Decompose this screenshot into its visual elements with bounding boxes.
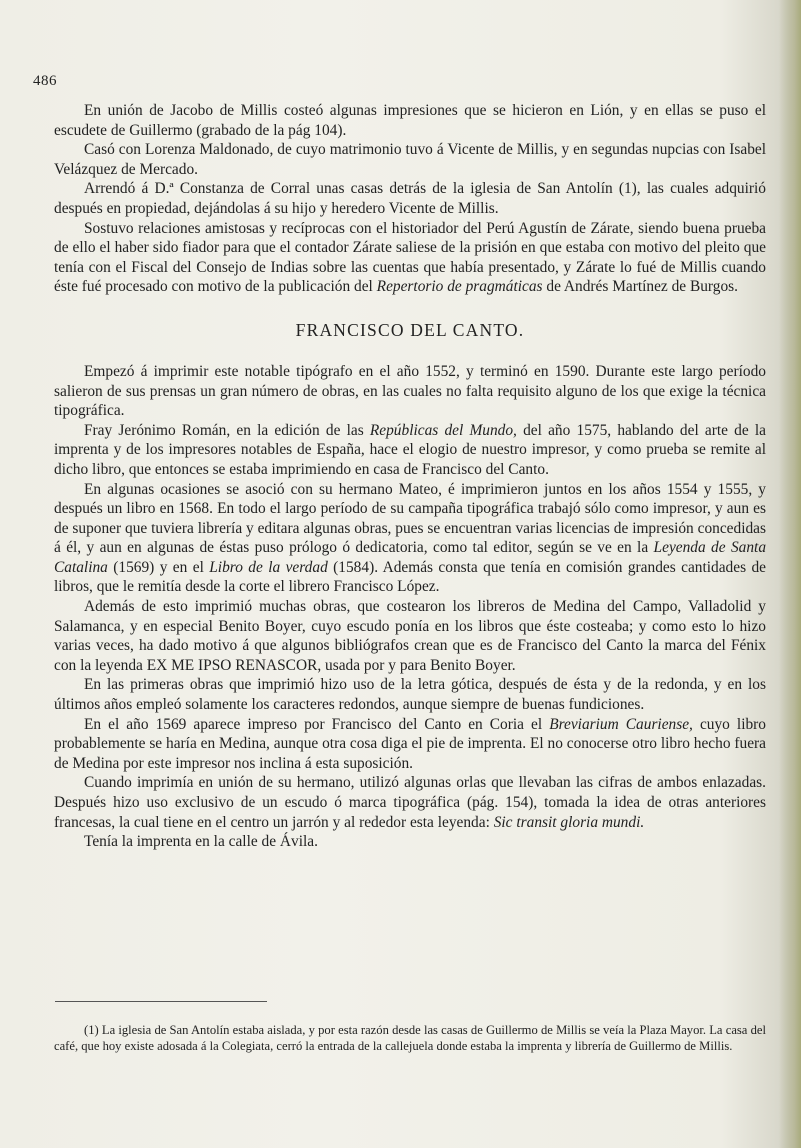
text-run: Cuando imprimía en unión de su hermano, utilizó algunas orlas que llevaban las cifras de ambos enlazadas. Después hizo uso exclusivo de un escudo ó marca tipográfica (pág. 154), tomada la idea de otras anteriores francesas, la cual tiene en el centro un jarrón y al rededor esta leyenda: <box>54 774 766 831</box>
paragraph: Tenía la imprenta en la calle de Ávila. <box>84 833 318 851</box>
page-edge-shadow <box>779 0 801 1148</box>
book-title: Libro de la verdad <box>209 558 328 576</box>
text-run: (1584). Además consta que tenía en comisión grandes cantidades de libros, que le remitía desde la corte el librero Francisco López. <box>54 558 766 596</box>
text-run: de Andrés Martínez de Burgos. <box>542 278 739 296</box>
paragraph: Casó con Lorenza Maldonado, de cuyo matrimonio tuvo á Vicente de Millis, y en segundas nupcias con Isabel Velázquez de Mercado. <box>54 141 766 178</box>
text-run: En el año 1569 aparece impreso por Francisco del Canto en Coria el <box>84 715 550 733</box>
book-title: Breviarium Cauriense, <box>549 715 693 733</box>
text-run: del año 1575, hablando del arte de la imprenta y de los impresores notables de España, hace el elogio de nuestro impresor, y como prueba se remite al dicho libro, que entonces se estaba imprimiendo en casa de Francisco del Canto. <box>54 421 766 478</box>
paragraph <box>54 480 766 598</box>
text-run: cuyo libro probablemente se haría en Medina, aunque otra cosa diga el pie de imprenta. El no conocerse otro libro hecho fuera de Medina por este impresor nos inclina á esta suposición. <box>54 715 766 772</box>
text-run: En algunas ocasiones se asoció con su hermano Mateo, é imprimieron juntos en los años 1554 y 1555, y después un libro en 1568. En todo el largo período de su campaña tipográfica trabajó sólo como impresor, y aun es de suponer que tuviera librería y editara algunas obras, pues se encuentran varias licencias de impresión concedidas á él, y aun en algunas de éstas puso prólogo ó dedicatoria, como tal editor, según se ve en la <box>54 480 766 557</box>
paragraph <box>54 773 766 832</box>
book-title: Leyenda de Santa Catalina <box>54 539 767 576</box>
paragraph: Además de esto imprimió muchas obras, que costearon los libreros de Medina del Campo, Valladolid y Salamanca, y en especial Benito Boyer, cuyo escudo ponía en los libros que éste costeaba; y como esto lo hizo varias veces, ha dado motivo á que algunos bibliógrafos crean que es de Francisco del Canto la marca del Fénix con la leyenda EX ME IPSO RENASCOR, usada por y para Benito Boyer. <box>54 598 766 674</box>
paragraph: En unión de Jacobo de Millis costeó algunas impresiones que se hicieron en Lión, y en ellas se puso el escudete de Guillermo (grabado de la pág 104). <box>54 102 766 139</box>
paragraph <box>54 421 766 480</box>
paragraph <box>54 715 766 774</box>
book-title: Repúblicas del Mundo, <box>369 421 517 439</box>
section-heading: FRANCISCO DEL CANTO. <box>295 319 525 340</box>
paragraph: Arrendó á D.ª Constanza de Corral unas casas detrás de la iglesia de San Antolín (1), las cuales adquirió después en propiedad, dejándolas á su hijo y heredero Vicente de Millis. <box>54 180 766 217</box>
book-title: Repertorio de pragmáticas <box>376 278 543 296</box>
footnote: (1) La iglesia de San Antolín estaba aislada, y por esta razón desde las casas de Guillermo de Millis se veía la Plaza Mayor. La casa del café, que hoy existe adosada á la Colegiata, cerró la entrada de la callejuela donde estaba la imprenta y librería de Guillermo de Millis. <box>54 1023 766 1053</box>
paragraph: En las primeras obras que imprimió hizo uso de la letra gótica, después de ésta y de la redonda, y en los últimos años empleó solamente los caracteres redondos, aunque siempre de buenas fundiciones. <box>54 676 766 714</box>
text-run: (1569) y en el <box>107 558 210 576</box>
footnote-divider <box>55 1001 267 1002</box>
paragraph <box>54 219 766 297</box>
page-number: 486 <box>33 73 57 89</box>
motto: Sic transit gloria mundi. <box>493 813 645 831</box>
text-run: Fray Jerónimo Román, en la edición de las <box>84 421 370 439</box>
body-text <box>54 101 766 852</box>
text-run: Sostuvo relaciones amistosas y recíprocas con el historiador del Perú Agustín de Zárate, siendo buena prueba de ello el haber sido fiador para que el contador Zárate saliese de la prisión en que estaba con motivo del pleito que tenía con el Fiscal del Consejo de Indias sobre las cuentas que había presentado, y Zárate lo fué de Millis cuando éste fué procesado con motivo de la publicación del <box>54 219 766 296</box>
paragraph: Empezó á imprimir este notable tipógrafo en el año 1552, y terminó en 1590. Durante este largo período salieron de sus prensas un gran número de obras, en las cuales no falta requisito alguno de los que exige la técnica tipográfica. <box>54 362 766 420</box>
